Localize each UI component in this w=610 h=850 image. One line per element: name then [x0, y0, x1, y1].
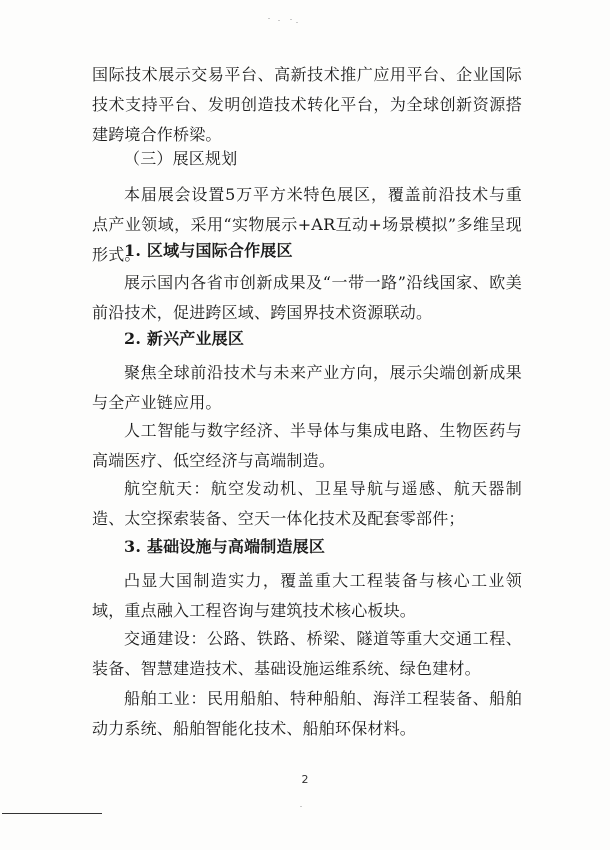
infrastructure-zone-description: 凸显大国制造实力，覆盖重大工程装备与核心工业领域，重点融入工程咨询与建筑技术核心板块。 — [92, 571, 522, 620]
subheading-emerging-industries-zone: 2. 新兴产业展区 — [124, 329, 245, 348]
scan-speck — [300, 806, 302, 807]
section-heading-exhibition-planning: （三）展区规划 — [124, 149, 238, 168]
exhibition-overview-paragraph: 本届展会设置5万平方米特色展区，覆盖前沿技术与重点产业领域，采用“实物展示+AR互动+场景模拟”多维呈现形式。 — [92, 185, 522, 264]
intro-continuation-paragraph: 国际技术展示交易平台、高新技术推广应用平台、企业国际技术支持平台、发明创造技术转化平台，为全球创新资源搭建跨境合作桥梁。 — [92, 65, 522, 144]
shipbuilding-paragraph: 船舶工业：民用船舶、特种船舶、海洋工程装备、船舶动力系统、船舶智能化技术、船舶环保材料。 — [92, 689, 522, 738]
scan-speck — [268, 18, 270, 19]
subheading-infrastructure-manufacturing-zone: 3. 基础设施与高端制造展区 — [124, 537, 326, 556]
emerging-zone-fields: 人工智能与数字经济、半导体与集成电路、生物医药与高端医疗、低空经济与高端制造。 — [92, 421, 522, 470]
emerging-zone-description: 聚焦全球前沿技术与未来产业方向，展示尖端创新成果与全产业链应用。 — [92, 363, 522, 412]
page-number: 2 — [301, 773, 309, 786]
subheading-regional-international-zone: 1. 区域与国际合作展区 — [124, 241, 293, 260]
scan-speck — [278, 20, 280, 21]
aerospace-paragraph: 航空航天：航空发动机、卫星导航与遥感、航天器制造、太空探索装备、空天一体化技术及配套零部件； — [92, 479, 522, 528]
scan-speck — [296, 22, 298, 23]
scan-speck — [290, 19, 292, 20]
transport-construction-paragraph: 交通建设：公路、铁路、桥梁、隧道等重大交通工程、装备、智慧建造技术、基础设施运维系统、绿色建材。 — [92, 629, 522, 678]
regional-zone-description: 展示国内各省市创新成果及“一带一路”沿线国家、欧美前沿技术，促进跨区域、跨国界技术资源联动。 — [92, 273, 522, 322]
footer-rule — [2, 813, 102, 814]
